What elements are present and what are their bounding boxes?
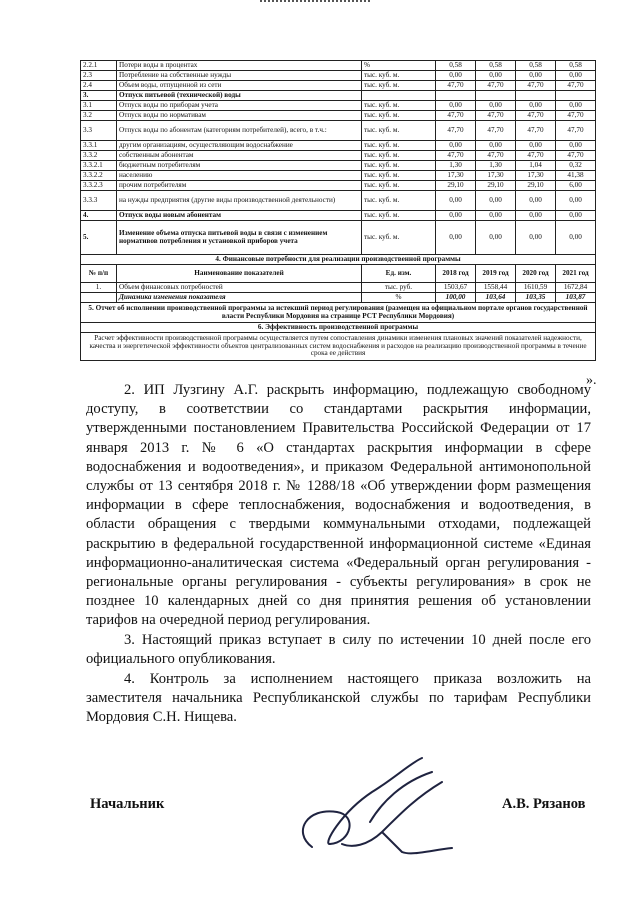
row-unit: тыс. куб. м. (362, 141, 436, 151)
row-name: Объем финансовых потребностей (117, 283, 362, 293)
row-value: 0,00 (436, 191, 476, 211)
row-value: 1558,44 (476, 283, 516, 293)
row-value: 0,00 (436, 101, 476, 111)
row-number: 4. (81, 211, 117, 221)
row-value: 47,70 (476, 121, 516, 141)
section-text-row (81, 333, 596, 361)
program-table (80, 60, 596, 361)
row-value: 41,38 (556, 171, 596, 181)
row-value (476, 91, 516, 101)
row-number: 3.1 (81, 101, 117, 111)
col-header-year: 2021 год (556, 265, 596, 283)
row-name: Потребление на собственные нужды (117, 71, 362, 81)
row-value: 0,00 (516, 101, 556, 111)
row-number: 3.3.3 (81, 191, 117, 211)
row-number (81, 293, 117, 303)
row-value: 47,70 (556, 111, 596, 121)
closing-quote: ». (586, 373, 597, 388)
row-value: 47,70 (436, 151, 476, 161)
row-unit: тыс. куб. м. (362, 81, 436, 91)
row-number: 3.2 (81, 111, 117, 121)
row-value: 17,30 (516, 171, 556, 181)
row-name: Отпуск воды по приборам учета (117, 101, 362, 111)
table-row (81, 161, 596, 171)
row-value: 0,00 (436, 141, 476, 151)
row-name: Отпуск питьевой (технической) воды (117, 91, 362, 101)
row-number: 2.2.1 (81, 61, 117, 71)
row-value: 1672,84 (556, 283, 596, 293)
row-unit: тыс. куб. м. (362, 171, 436, 181)
row-number: 3.3.2.1 (81, 161, 117, 171)
fin-header-row (81, 265, 596, 283)
table-row (81, 111, 596, 121)
row-value: 0,00 (476, 71, 516, 81)
row-value: 0,00 (516, 221, 556, 255)
top-scan-mark (260, 0, 370, 6)
row-number: 2.3 (81, 71, 117, 81)
table-row (81, 121, 596, 141)
row-name: Отпуск воды по нормативам (117, 111, 362, 121)
row-unit: тыс. куб. м. (362, 221, 436, 255)
row-value: 0,00 (476, 101, 516, 111)
row-value: 103,35 (516, 293, 556, 303)
row-value: 47,70 (556, 81, 596, 91)
table-row (81, 71, 596, 81)
row-number: 3.3.1 (81, 141, 117, 151)
row-unit: тыс. куб. м. (362, 211, 436, 221)
table-row (81, 91, 596, 101)
row-value (436, 91, 476, 101)
col-header-unit: Ед. изм. (362, 265, 436, 283)
row-value: 0,00 (516, 191, 556, 211)
col-header-year: 2019 год (476, 265, 516, 283)
row-value: 29,10 (516, 181, 556, 191)
row-unit: тыс. куб. м. (362, 191, 436, 211)
paragraph-2: 2. ИП Лузгину А.Г. раскрыть информацию, подлежащую свободному доступу, в соответствии со стандартами раскрытия информации, утвержденными постановлением Правительства Российской Федерации от 17 января 2013 г. № 6 «О стандартах раскрытия информации в сфере водоснабжения и водоотведения», и приказом Федеральной антимонопольной службы от 13 сентября 2018 г. № 1288/18 «Об утверждении форм размещения информации в сфере теплоснабжения, водоснабжения и водоотведения, в области обращения с твердыми коммунальными отходами, подлежащей раскрытию в федеральной государственной информационной системе «Единая информационно-аналитическая система «Федеральный орган регулирования - региональные органы регулирования - субъекты регулирования» в срок не позднее 10 календарных дней со дня принятия решения об установлении тарифов на очередной период регулирования. (86, 382, 591, 629)
row-value: 47,70 (556, 151, 596, 161)
row-unit: тыс. куб. м. (362, 161, 436, 171)
row-value (556, 91, 596, 101)
row-value: 0,00 (516, 71, 556, 81)
row-value: 0,00 (556, 221, 596, 255)
row-number: 3.3.2.2 (81, 171, 117, 181)
row-name: собственным абонентам (117, 151, 362, 161)
row-name: Отпуск воды по абонентам (категориям потребителей), всего, в т.ч.: (117, 121, 362, 141)
section-heading (81, 323, 596, 333)
row-value: 1610,59 (516, 283, 556, 293)
col-header-year: 2020 год (516, 265, 556, 283)
row-value: 47,70 (476, 111, 516, 121)
row-unit: тыс. руб. (362, 283, 436, 293)
row-value: 47,70 (476, 151, 516, 161)
row-unit: тыс. куб. м. (362, 101, 436, 111)
row-value: 6,00 (556, 181, 596, 191)
section-heading (81, 303, 596, 323)
row-number: 3.3.2.3 (81, 181, 117, 191)
row-value: 0,00 (556, 101, 596, 111)
fin-row (81, 293, 596, 303)
table-row (81, 221, 596, 255)
row-number: 3.3.2 (81, 151, 117, 161)
row-unit: тыс. куб. м. (362, 181, 436, 191)
row-value: 17,30 (476, 171, 516, 181)
row-value: 0,00 (556, 211, 596, 221)
row-unit: тыс. куб. м. (362, 111, 436, 121)
row-value: 1,04 (516, 161, 556, 171)
row-value: 0,00 (476, 141, 516, 151)
table-row (81, 211, 596, 221)
row-unit: тыс. куб. м. (362, 121, 436, 141)
row-value: 0,00 (556, 141, 596, 151)
row-value: 47,70 (516, 151, 556, 161)
row-unit: % (362, 293, 436, 303)
row-number: 1. (81, 283, 117, 293)
row-value: 0,00 (556, 191, 596, 211)
row-value: 17,30 (436, 171, 476, 181)
row-value: 103,87 (556, 293, 596, 303)
row-name: Отпуск воды новым абонентам (117, 211, 362, 221)
row-value: 29,10 (436, 181, 476, 191)
row-number: 5. (81, 221, 117, 255)
paragraph-3: 3. Настоящий приказ вступает в силу по истечении 10 дней после его официального опубликования. (86, 632, 591, 668)
row-name: населению (117, 171, 362, 181)
section-heading (81, 255, 596, 265)
fin-row (81, 283, 596, 293)
row-value: 0,58 (556, 61, 596, 71)
row-value: 0,00 (436, 221, 476, 255)
row-value: 1503,67 (436, 283, 476, 293)
row-number: 3.3 (81, 121, 117, 141)
row-value: 0,58 (436, 61, 476, 71)
col-header-year: 2018 год (436, 265, 476, 283)
table-row (81, 181, 596, 191)
row-value: 47,70 (516, 111, 556, 121)
row-value: 0,00 (516, 211, 556, 221)
row-value: 29,10 (476, 181, 516, 191)
section-5-title: 5. Отчет об исполнении производственной программы за истекший период регулирования (размещен на официальном портале органов государственной власти Республики Мордовия на странице РСТ Республики Мордовия) (81, 303, 596, 323)
row-number: 2.4 (81, 81, 117, 91)
row-value: 47,70 (556, 121, 596, 141)
table-row (81, 151, 596, 161)
row-unit (362, 91, 436, 101)
row-unit: % (362, 61, 436, 71)
table-row (81, 81, 596, 91)
table-row (81, 171, 596, 181)
row-value: 47,70 (436, 121, 476, 141)
table-row (81, 61, 596, 71)
row-value: 47,70 (516, 81, 556, 91)
row-value: 0,00 (516, 141, 556, 151)
handwritten-signature (282, 752, 472, 872)
row-name: другим организациям, осуществляющим водоснабжение (117, 141, 362, 151)
row-value: 103,64 (476, 293, 516, 303)
col-header-number: № п/п (81, 265, 117, 283)
row-value: 1,30 (476, 161, 516, 171)
row-name: бюджетным потребителям (117, 161, 362, 171)
row-value: 0,00 (476, 191, 516, 211)
row-name: Объем воды, отпущенной из сети (117, 81, 362, 91)
row-name: Потери воды в процентах (117, 61, 362, 71)
row-name: Изменение объема отпуска питьевой воды в связи с изменением нормативов потребления и установкой приборов учета (117, 221, 362, 255)
row-value: 0,00 (476, 211, 516, 221)
row-name: прочим потребителям (117, 181, 362, 191)
row-value: 0,00 (436, 71, 476, 81)
section-6-text: Расчет эффективности производственной программы осуществляется путем сопоставления динамики изменения плановых значений показателей надежности, качества и энергетической эффективности объектов централизованных систем водоснабжения и расходов на реализацию производственной программы в течение срока ее действия (81, 333, 596, 361)
table-row (81, 141, 596, 151)
row-value: 100,00 (436, 293, 476, 303)
row-value: 47,70 (436, 111, 476, 121)
row-value: 0,00 (476, 221, 516, 255)
row-number: 3. (81, 91, 117, 101)
section-6-title: 6. Эффективность производственной программы (81, 323, 596, 333)
row-value: 47,70 (476, 81, 516, 91)
row-unit: тыс. куб. м. (362, 71, 436, 81)
row-value: 47,70 (436, 81, 476, 91)
row-value: 1,30 (436, 161, 476, 171)
row-name: Динамика изменения показателя (117, 293, 362, 303)
row-value: 0,32 (556, 161, 596, 171)
table-row (81, 101, 596, 111)
paragraph-4: 4. Контроль за исполнением настоящего приказа возложить на заместителя начальника Республиканской службы по тарифам Республики Мордовия С.Н. Нищева. (86, 671, 591, 726)
row-value: 47,70 (516, 121, 556, 141)
row-value: 0,58 (516, 61, 556, 71)
row-value: 0,58 (476, 61, 516, 71)
row-unit: тыс. куб. м. (362, 151, 436, 161)
table-row (81, 191, 596, 211)
row-value (516, 91, 556, 101)
signature-name: А.В. Рязанов (502, 796, 586, 812)
col-header-name: Наименование показателей (117, 265, 362, 283)
section-4-title: 4. Финансовые потребности для реализации производственной программы (81, 255, 596, 265)
signature-title: Начальник (90, 796, 165, 812)
row-value: 0,00 (556, 71, 596, 81)
row-value: 0,00 (436, 211, 476, 221)
row-name: на нужды предприятия (другие виды производственной деятельности) (117, 191, 362, 211)
